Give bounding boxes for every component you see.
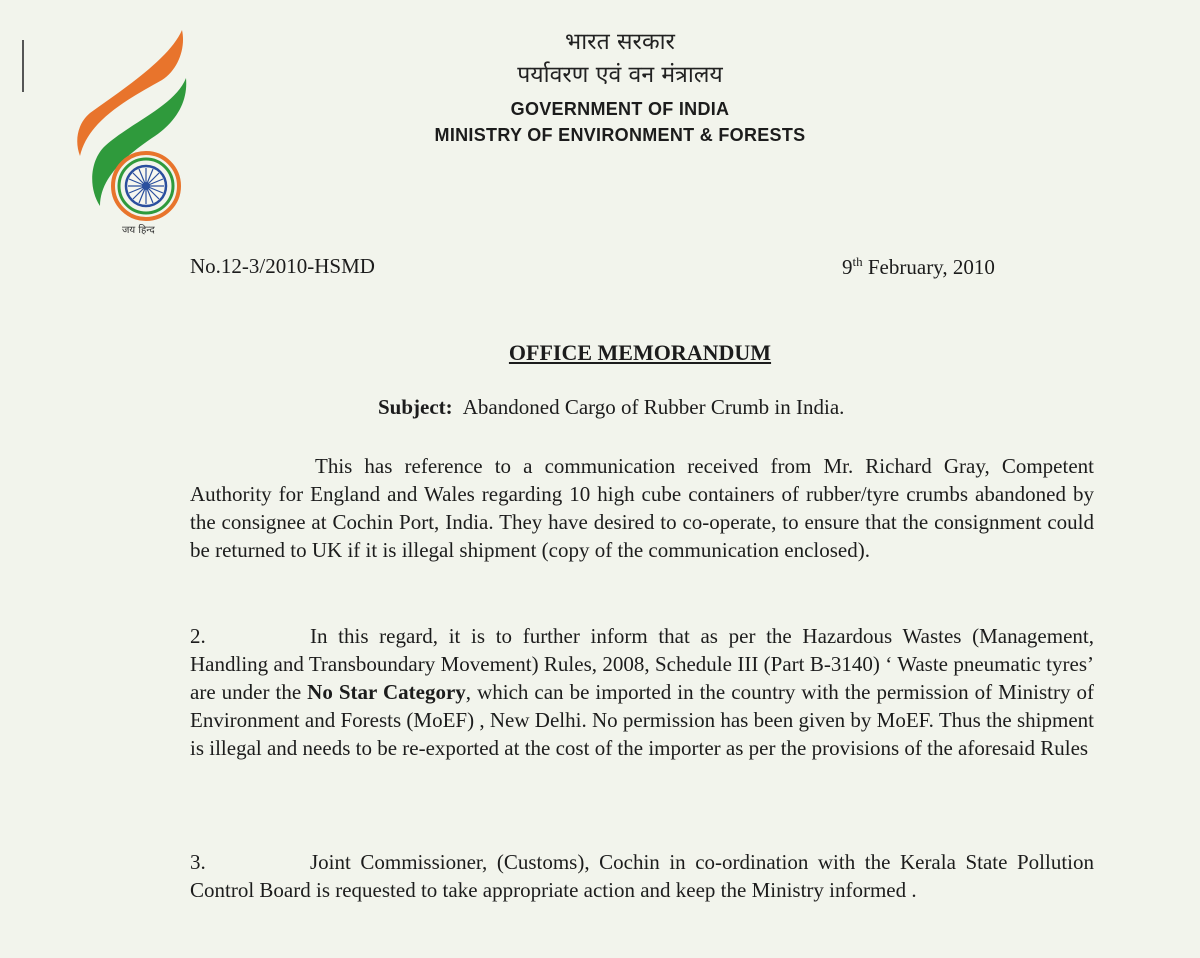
emblem-caption: जय हिन्द xyxy=(122,225,155,236)
paragraph-2-bold-term: No Star Category xyxy=(307,680,466,704)
memo-date xyxy=(842,254,995,280)
letterhead-english-line2: MINISTRY OF ENVIRONMENT & FORESTS xyxy=(434,125,806,145)
reference-number: No.12-3/2010-HSMD xyxy=(190,254,375,278)
letterhead-hindi-line1: भारत सरकार xyxy=(565,29,675,55)
letterhead-english-line1: GOVERNMENT OF INDIA xyxy=(510,99,730,119)
paragraph-3-text: Joint Commissioner, (Customs), Cochin in co-ordination with the Kerala State Pollution Control Board is requested to take appropriate action and keep the Ministry informed . xyxy=(190,850,1094,902)
paragraph-1-text: This has reference to a communication received from Mr. Richard Gray, Competent Authority for England and Wales regarding 10 high cube containers of rubber/tyre crumbs abandoned by the consignee at Cochin Port, India. They have desired to co-operate, to ensure that the consignment could be returned to UK if it is illegal shipment (copy of the communication enclosed). xyxy=(190,454,1094,562)
subject-label: Subject: xyxy=(378,395,453,419)
date-month-year: February, 2010 xyxy=(862,255,995,279)
memo-title: OFFICE MEMORANDUM xyxy=(508,340,772,365)
letterhead-hindi-line2: पर्यावरण एवं वन मंत्रालय xyxy=(517,62,723,88)
letterhead xyxy=(380,26,860,148)
paragraph-2-text-after: , which can be imported in the country with the permission of Ministry of Environment and Forests (MoEF) , New Delhi. No permission has been given by MoEF. Thus the shipment is illegal and needs to be re-exported at the cost of the importer as per the provisions of the aforesaid Rules xyxy=(190,680,1095,760)
ministry-emblem-icon xyxy=(70,28,195,238)
paragraph-2-text-before: In this regard, it is to further inform that as per the Hazardous Wastes (Management, Handling and Transboundary Movement) Rules, 2008, Schedule III (Part B-3140) ‘ Waste pneumatic tyres’ are under the xyxy=(190,624,1094,704)
paragraph-3 xyxy=(190,848,1094,904)
margin-mark xyxy=(22,40,24,92)
paragraph-1 xyxy=(190,452,1094,564)
subject-text: Abandoned Cargo of Rubber Crumb in India. xyxy=(462,395,845,419)
date-day: 9 xyxy=(842,255,853,279)
paragraph-2-number: 2. xyxy=(190,624,206,648)
paragraph-3-number: 3. xyxy=(190,850,206,874)
date-suffix: th xyxy=(852,254,863,269)
paragraph-2 xyxy=(190,622,1094,762)
memo-subject xyxy=(378,395,844,420)
